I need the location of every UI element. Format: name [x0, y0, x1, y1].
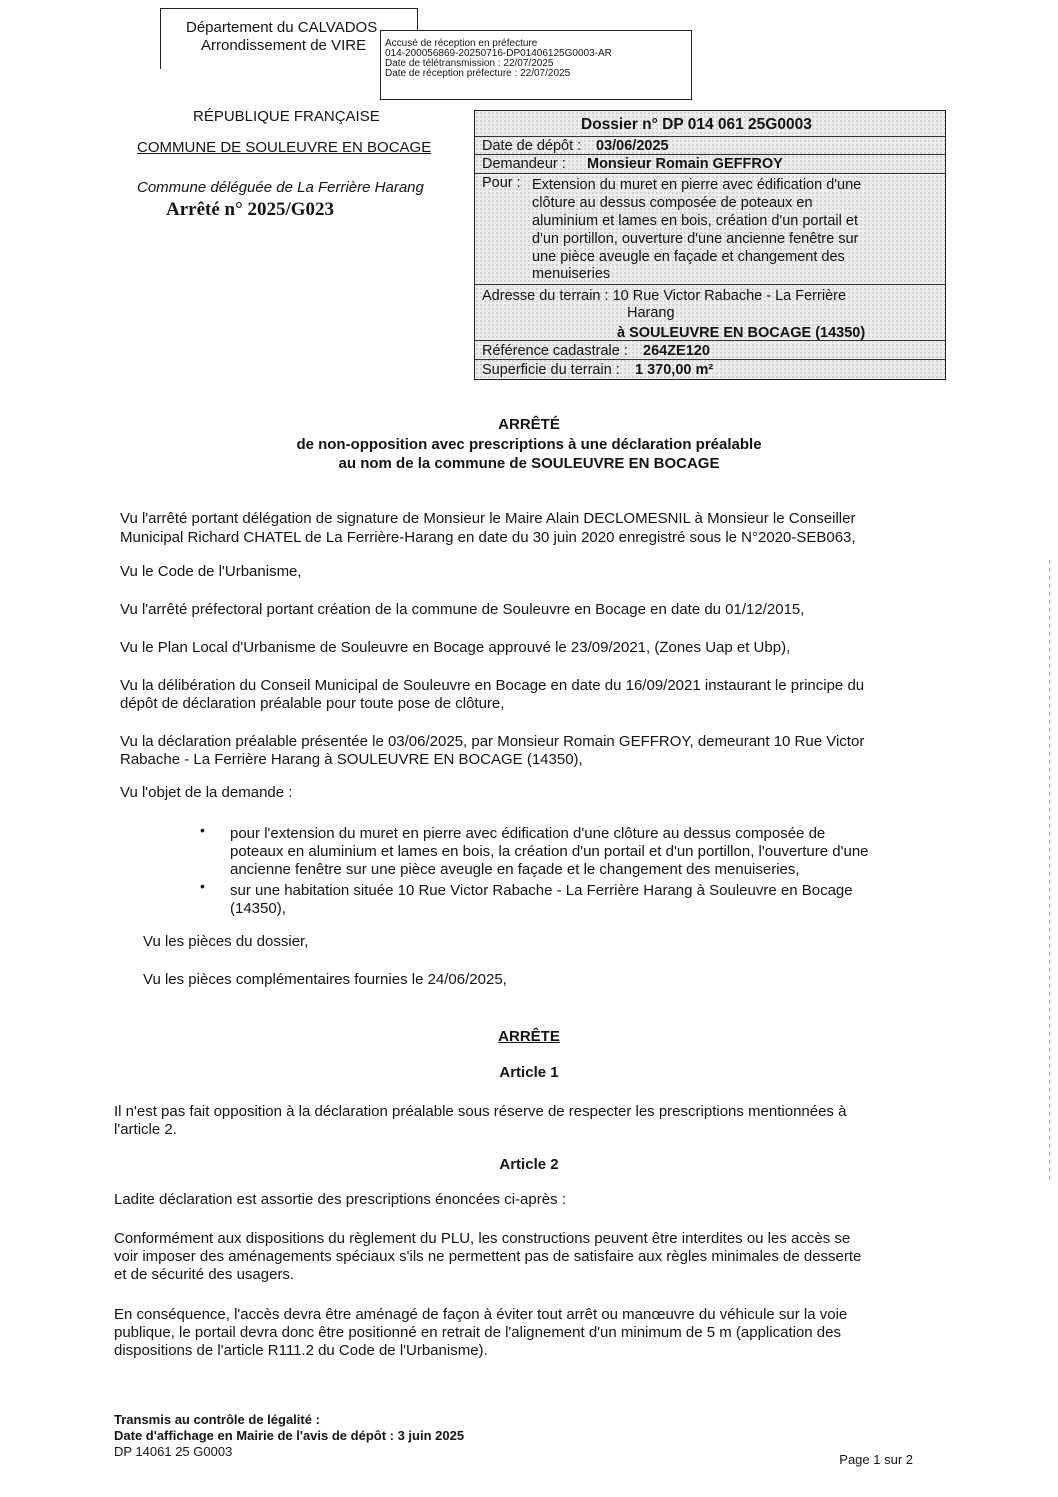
- footer-reference: DP 14061 25 G0003: [114, 1444, 233, 1459]
- vu-paragraph-line: Vu la déclaration préalable présentée le 03/06/2025, par Monsieur Romain GEFFROY, demeurant 10 Rue Victor: [120, 733, 865, 750]
- arrete-subtitle-2: au nom de la commune de SOULEUVRE EN BOCAGE: [338, 455, 720, 472]
- article-2-line: voir imposer des aménagements spéciaux s'ils ne permettent pas de satisfaire aux règles minimales de desserte: [114, 1248, 862, 1265]
- pour-line: d'un portillon, ouverture d'une ancienne fenêtre sur: [532, 231, 859, 247]
- pour-line: aluminium et lames en bois, création d'un portail et: [532, 213, 858, 229]
- commune-name: COMMUNE DE SOULEUVRE EN BOCAGE: [137, 139, 432, 156]
- vu-paragraph-line: Vu les pièces du dossier,: [143, 933, 309, 950]
- adresse-line-2: Harang: [627, 305, 675, 321]
- demandeur-value: Monsieur Romain GEFFROY: [587, 156, 783, 172]
- commune-deleguee-name: La Ferrière Harang: [297, 179, 424, 196]
- superficie-value: 1 370,00 m²: [635, 362, 714, 378]
- article-2-line: et de sécurité des usagers.: [114, 1266, 295, 1283]
- vu-paragraph-line: Vu la délibération du Conseil Municipal de Souleuvre en Bocage en date du 16/09/2021 instaurant le principe du: [120, 677, 865, 694]
- dossier-title: Dossier n° DP 014 061 25G0003: [581, 116, 812, 133]
- bullet-marker: •: [200, 878, 205, 894]
- article-2-line: Conformément aux dispositions du règlement du PLU, les constructions peuvent être interdites ou les accès se: [114, 1230, 851, 1247]
- vu-paragraph-line: dépôt de déclaration préalable pour toute pose de clôture,: [120, 695, 505, 712]
- vu-paragraph-line: Vu le Code de l'Urbanisme,: [120, 563, 302, 580]
- cadastre-label: Référence cadastrale :: [482, 343, 628, 359]
- superficie-label: Superficie du terrain :: [482, 362, 620, 378]
- adresse-line-3: à SOULEUVRE EN BOCAGE (14350): [617, 325, 866, 341]
- bullet-line: sur une habitation située 10 Rue Victor Rabache - La Ferrière Harang à Souleuvre en Bocage: [230, 882, 853, 899]
- vu-paragraph-line: Vu l'arrêté préfectoral portant création de la commune de Souleuvre en Bocage en date du 01/12/2015,: [120, 601, 805, 618]
- pour-line: menuiseries: [532, 266, 611, 282]
- cadastre-value: 264ZE120: [643, 343, 710, 359]
- demandeur-label: Demandeur :: [482, 156, 566, 172]
- commune-deleguee-prefix: Commune déléguée de: [137, 179, 293, 196]
- arrete-heading: ARRÊTE: [498, 1028, 560, 1045]
- accuse-line-1: Accusé de réception en préfecture: [385, 38, 538, 49]
- pour-line: clôture au dessus composée de poteaux en: [532, 195, 813, 211]
- accuse-line-4: Date de réception préfecture : 22/07/2025: [385, 68, 571, 79]
- accuse-reception-stamp: [380, 30, 692, 100]
- article-2-line: dispositions de l'article R111.2 du Code de l'Urbanisme).: [114, 1342, 488, 1359]
- pour-line: Extension du muret en pierre avec édification d'une: [532, 177, 862, 193]
- page-number: Page 1 sur 2: [839, 1452, 913, 1467]
- arrete-title: ARRÊTÉ: [498, 416, 560, 433]
- commune-deleguee: [137, 179, 424, 196]
- accuse-line-3: Date de télétransmission : 22/07/2025: [385, 58, 554, 69]
- scan-edge-marks: [1049, 560, 1050, 1180]
- vu-paragraph-line: Rabache - La Ferrière Harang à SOULEUVRE EN BOCAGE (14350),: [120, 751, 583, 768]
- arrete-number: Arrêté n° 2025/G023: [166, 199, 335, 220]
- bullet-line: ancienne fenêtre sur une pièce aveugle en façade et le changement des menuiseries,: [230, 861, 800, 878]
- depot-value: 03/06/2025: [596, 138, 669, 154]
- pour-label: Pour :: [482, 175, 521, 191]
- dossier-box: [474, 110, 946, 380]
- footer-transmis: Transmis au contrôle de légalité :: [114, 1412, 320, 1427]
- article-1-line: Il n'est pas fait opposition à la déclaration préalable sous réserve de respecter les prescriptions mentionnées à: [114, 1103, 847, 1120]
- arrondissement-label: Arrondissement de VIRE: [201, 37, 367, 54]
- vu-paragraph-line: Vu l'arrêté portant délégation de signature de Monsieur le Maire Alain DECLOMESNIL à Monsieur le Conseiller: [120, 510, 856, 527]
- arrete-subtitle-1: de non-opposition avec prescriptions à une déclaration préalable: [296, 436, 762, 453]
- accuse-line-2: 014-200056869-20250716-DP01406125G0003-AR: [385, 48, 612, 59]
- article-2-intro: Ladite déclaration est assortie des prescriptions énoncées ci-après :: [114, 1191, 566, 1208]
- article-2-line: En conséquence, l'accès devra être aménagé de façon à éviter tout arrêt ou manœuvre du véhicule sur la voie: [114, 1306, 848, 1323]
- vu-paragraph-line: Vu les pièces complémentaires fournies le 24/06/2025,: [143, 971, 507, 988]
- article-1-title: Article 1: [499, 1064, 559, 1081]
- depot-label: Date de dépôt :: [482, 138, 582, 154]
- article-2-line: publique, le portail devra donc être positionné en retrait de l'alignement d'un minimum de 5 m (application des: [114, 1324, 841, 1341]
- bullet-line: poteaux en aluminium et lames en bois, la création d'un portail et d'un portillon, l'ouverture d'une: [230, 843, 869, 860]
- vu-paragraph-line: Vu l'objet de la demande :: [120, 784, 293, 801]
- republique-francaise: RÉPUBLIQUE FRANÇAISE: [193, 108, 380, 125]
- vu-paragraph-line: Vu le Plan Local d'Urbanisme de Souleuvre en Bocage approuvé le 23/09/2021, (Zones Uap et Ubp),: [120, 639, 791, 656]
- article-1-line: l'article 2.: [114, 1121, 177, 1138]
- bullet-line: (14350),: [230, 900, 286, 917]
- bullet-marker: •: [200, 822, 205, 838]
- pour-line: une pièce aveugle en façade et changement des: [532, 249, 845, 265]
- bullet-line: pour l'extension du muret en pierre avec édification d'une clôture au dessus composée de: [230, 825, 826, 842]
- footer-affichage: Date d'affichage en Mairie de l'avis de dépôt : 3 juin 2025: [114, 1428, 465, 1443]
- vu-paragraph-line: Municipal Richard CHATEL de La Ferrière-Harang en date du 30 juin 2020 enregistré sous le N°2020-SEB063,: [120, 529, 856, 546]
- adresse-line-1: Adresse du terrain : 10 Rue Victor Rabache - La Ferrière: [482, 288, 847, 304]
- departement-label: Département du CALVADOS: [186, 19, 378, 36]
- article-2-title: Article 2: [499, 1156, 559, 1173]
